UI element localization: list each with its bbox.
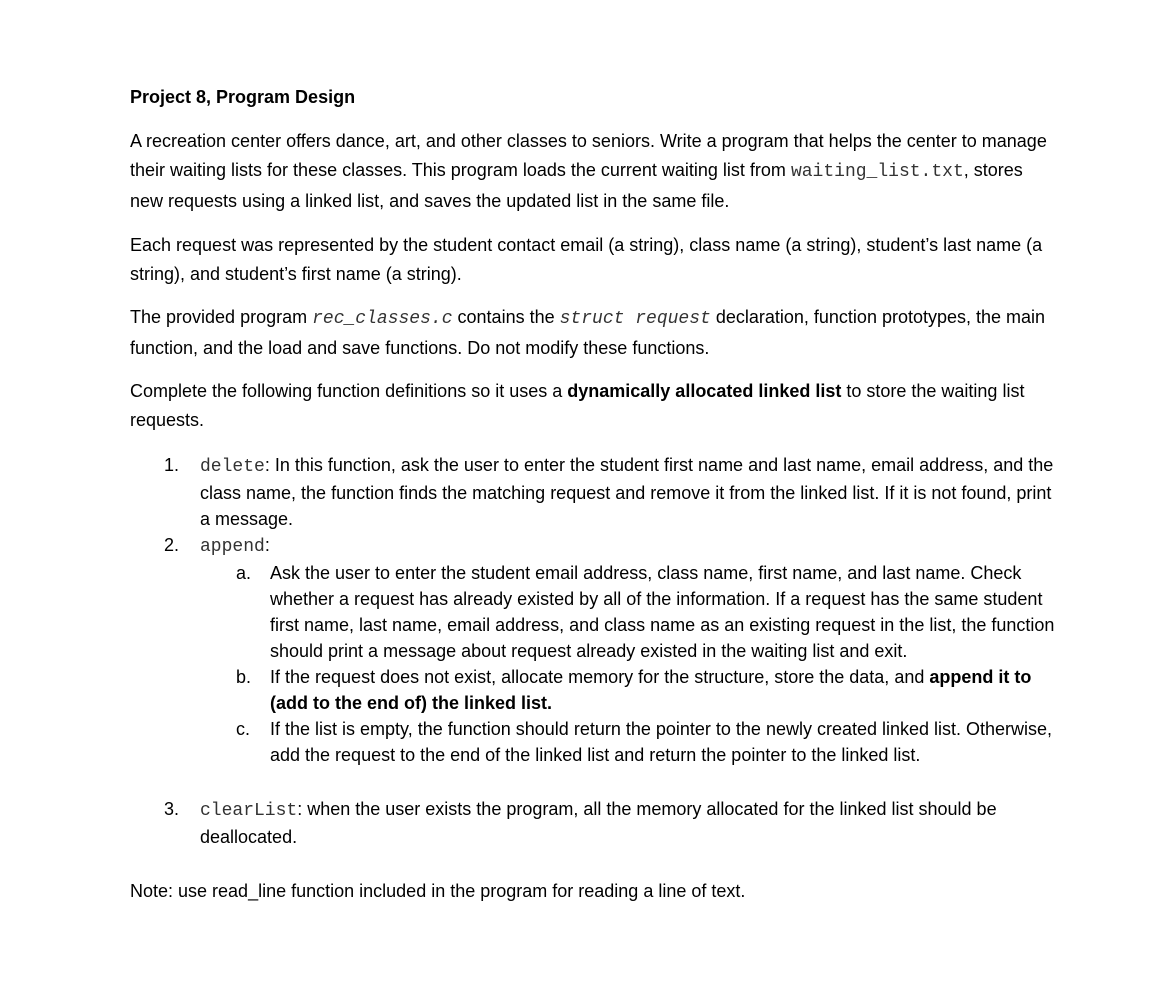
function-name-code: clearList bbox=[200, 801, 298, 821]
append-sublist bbox=[200, 560, 1060, 768]
list-item-append bbox=[130, 532, 1060, 768]
list-item-delete bbox=[130, 452, 1060, 532]
sublist-text: Ask the user to enter the student email address, class name, first name, and last name. Check whether a request has already existed by all of the information. If a request has the same student first name, last name, email address, and class name as an existing request in the list, the function should print a message about request already existed in the waiting list and exit. bbox=[270, 563, 1055, 661]
sublist-letter: a. bbox=[236, 563, 252, 583]
provided-text-b: contains the bbox=[452, 307, 560, 327]
instructions-text-b: to store the waiting list requests. bbox=[130, 381, 1025, 430]
function-name-code: delete bbox=[200, 457, 265, 477]
provided-program-paragraph bbox=[130, 303, 1060, 363]
intro-text-b: , stores new requests using a linked list, and saves the updated list in the same file. bbox=[130, 160, 1023, 211]
sublist-text: If the request does not exist, allocate memory for the structure, store the data, and bbox=[270, 667, 930, 687]
document-body bbox=[130, 84, 1060, 922]
source-file-code: rec_classes.c bbox=[312, 309, 453, 329]
list-number: 2. bbox=[164, 535, 180, 555]
list-number: 1. bbox=[164, 455, 180, 475]
provided-text-c: declaration, function prototypes, the main function, and the load and save functions. Do not modify these functions. bbox=[130, 307, 1046, 358]
function-name-code: append bbox=[200, 537, 265, 557]
function-list bbox=[130, 452, 1060, 850]
sublist-item bbox=[236, 716, 1060, 768]
list-item-text: : bbox=[264, 535, 270, 555]
filename-code: waiting_list.txt bbox=[790, 162, 964, 182]
instructions-paragraph bbox=[130, 377, 1060, 435]
provided-text-a: The provided program bbox=[130, 307, 313, 327]
list-number: 3. bbox=[164, 799, 180, 819]
intro-text-a: A recreation center offers dance, art, and other classes to seniors. Write a program that helps the center to manage their waiting lists for these classes. This program loads the current waiting list from bbox=[130, 131, 1047, 180]
sublist-letter: c. bbox=[236, 719, 251, 739]
list-item-clearlist bbox=[130, 796, 1060, 850]
intro-paragraph bbox=[130, 127, 1060, 216]
request-description: Each request was represented by the student contact email (a string), class name (a string), student’s last name (a string), and student’s first name (a string). bbox=[130, 235, 1043, 284]
list-item-text: : In this function, ask the user to enter the student first name and last name, email address, and the class name, the function finds the matching request and remove it from the linked list. If it is not found, print a message. bbox=[200, 455, 1054, 529]
instructions-text-a: Complete the following function definitions so it uses a bbox=[130, 381, 568, 401]
instructions-bold: dynamically allocated linked list bbox=[567, 381, 842, 401]
sublist-bold-text: append it to (add to the end of) the linked list. bbox=[270, 667, 1032, 713]
sublist-letter: b. bbox=[236, 667, 252, 687]
note-text: Note: use read_line function included in the program for reading a line of text. bbox=[130, 881, 746, 901]
sublist-item bbox=[236, 664, 1060, 716]
list-item-text: : when the user exists the program, all the memory allocated for the linked list should be deallocated. bbox=[200, 799, 997, 847]
struct-code: struct request bbox=[559, 309, 711, 329]
sublist-item bbox=[236, 560, 1060, 664]
page-title: Project 8, Program Design bbox=[130, 87, 356, 107]
sublist-text: If the list is empty, the function should return the pointer to the newly created linked list. Otherwise, add the request to the end of the linked list and return the pointer to the linked list. bbox=[270, 719, 1053, 765]
